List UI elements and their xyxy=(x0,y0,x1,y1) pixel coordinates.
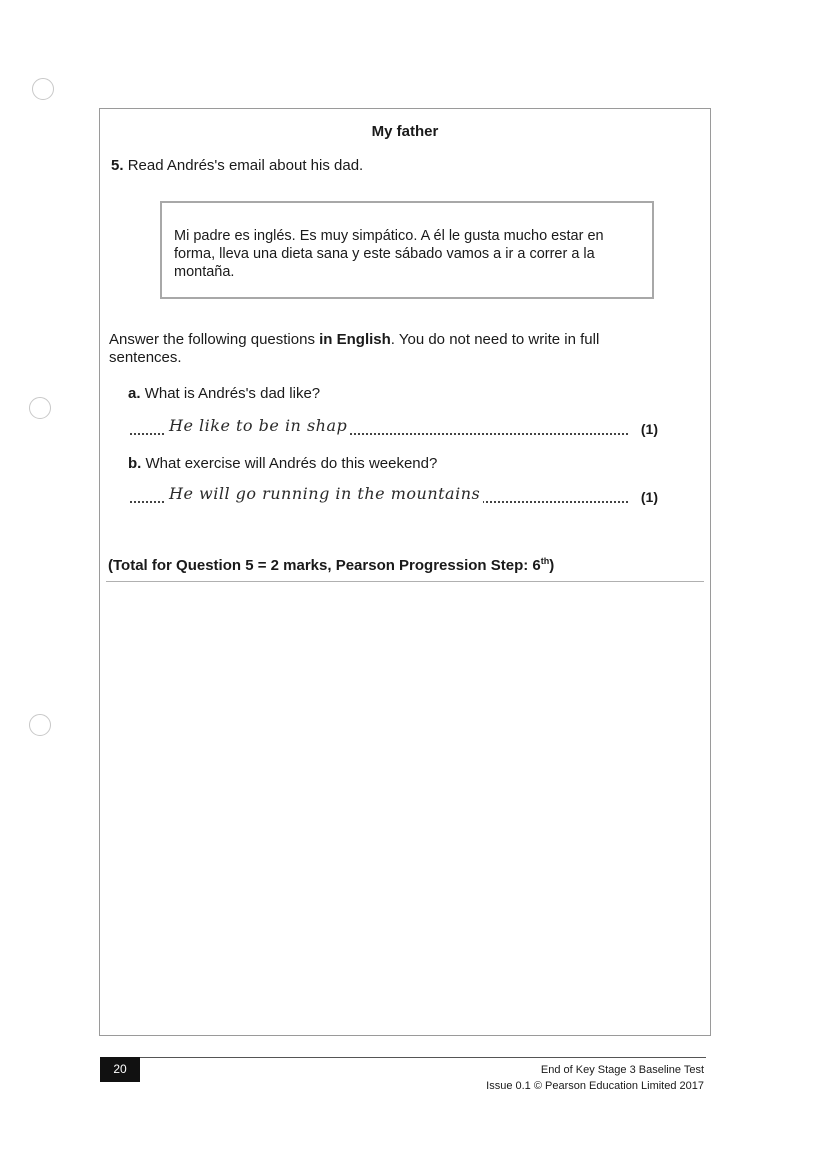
total-superscript: th xyxy=(540,556,550,566)
sub-question-text: What exercise will Andrés do this weekend? xyxy=(145,455,438,472)
instructions-after: . You do not need to write in full sentences. xyxy=(109,331,600,366)
instructions-before: Answer the following questions xyxy=(109,331,320,348)
mark-allocation: (1) xyxy=(640,489,658,505)
handwritten-answer: He like to be in shap xyxy=(166,416,350,435)
punch-hole-middle xyxy=(29,397,51,419)
instructions xyxy=(109,331,669,367)
sub-question-text: What is Andrés's dad like? xyxy=(144,385,321,402)
footer-text xyxy=(486,1062,704,1094)
footer-divider xyxy=(100,1057,706,1058)
sub-question-letter: b. xyxy=(128,455,142,472)
answer-line-a[interactable] xyxy=(130,417,658,439)
question-frame xyxy=(99,108,711,1036)
email-text: Mi padre es inglés. Es muy simpático. A él le gusta mucho estar en forma, lleva una dieta sana y este sábado vamos a ir a correr a la montaña. xyxy=(174,228,604,280)
total-text: (Total for Question 5 = 2 marks, Pearson Progression Step: 6 xyxy=(108,557,541,574)
question-total xyxy=(108,556,554,574)
total-divider xyxy=(106,581,704,582)
instructions-bold: in English xyxy=(319,331,391,348)
mark-allocation: (1) xyxy=(640,421,658,437)
handwritten-answer: He will go running in the mountains xyxy=(166,484,483,503)
footer-title: End of Key Stage 3 Baseline Test xyxy=(540,1064,704,1076)
sub-question-b xyxy=(128,455,437,472)
question-text: Read Andrés's email about his dad. xyxy=(127,157,364,174)
question-number: 5. xyxy=(111,157,124,174)
sub-question-letter: a. xyxy=(128,385,141,402)
punch-hole-top xyxy=(32,78,54,100)
section-title: My father xyxy=(371,123,439,140)
footer-copyright: Issue 0.1 © Pearson Education Limited 2017 xyxy=(486,1080,704,1092)
page-number: 20 xyxy=(100,1057,140,1082)
email-box xyxy=(160,201,654,299)
answer-line-b[interactable] xyxy=(130,485,658,507)
question-prompt xyxy=(111,157,363,174)
total-close: ) xyxy=(549,557,555,574)
punch-hole-bottom xyxy=(29,714,51,736)
sub-question-a xyxy=(128,385,320,402)
